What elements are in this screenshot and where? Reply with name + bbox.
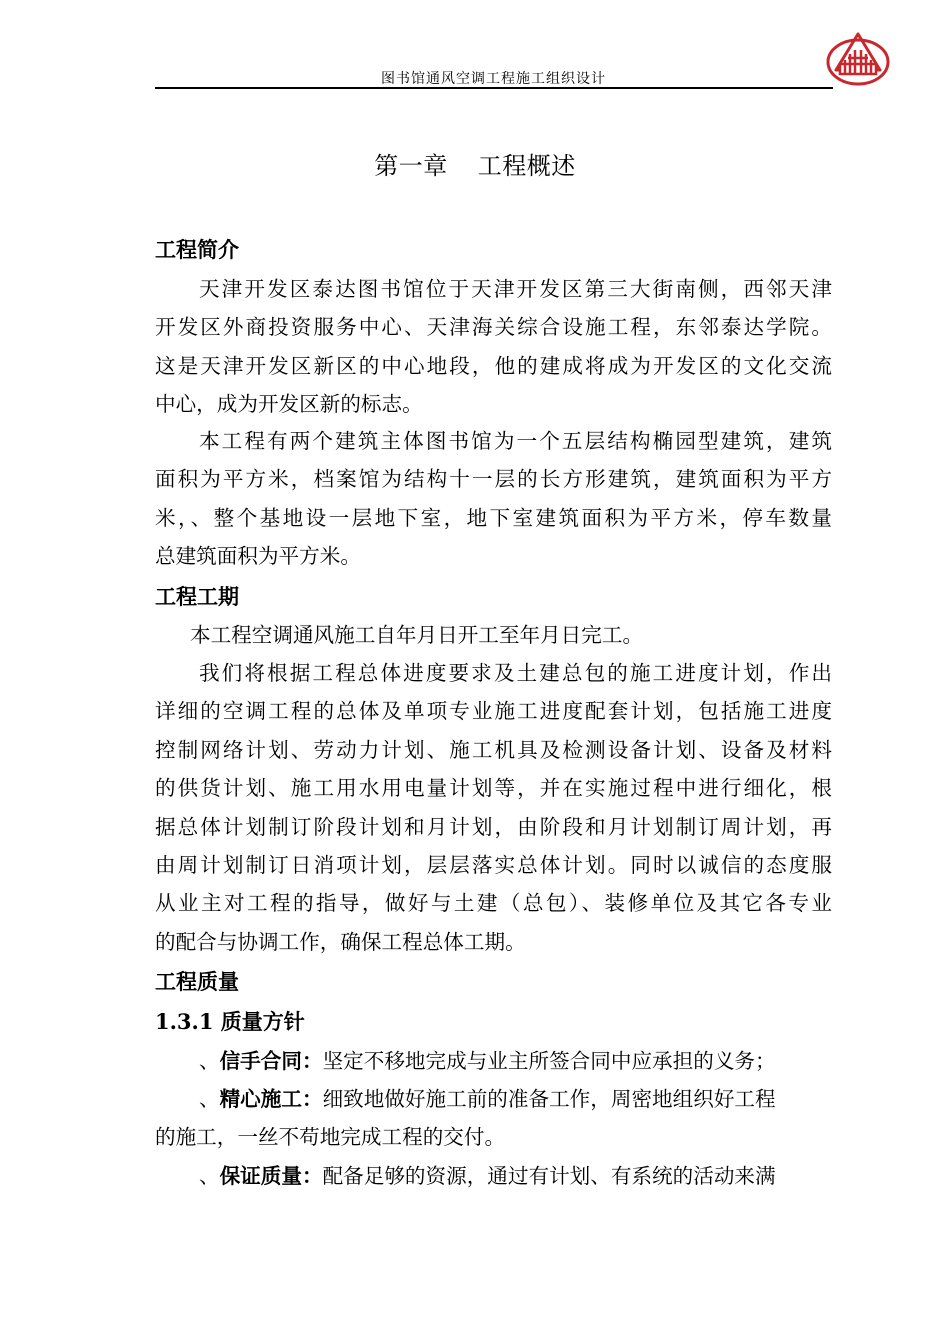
text-line: 的配合与协调工作，确保工程总体工期。 xyxy=(155,929,526,954)
text-line: 本工程有两个建筑主体图书馆为一个五层结构椭园型建筑，建筑 xyxy=(199,429,832,453)
section-heading-schedule: 工程工期 xyxy=(155,585,239,609)
item-colon: ： xyxy=(301,1087,323,1111)
text-line: 开发区外商投资服务中心、天津海关综合设施工程，东邻泰达学院。 xyxy=(155,315,832,340)
paragraph-location xyxy=(155,270,832,424)
section-heading-quality: 工程质量 xyxy=(155,970,239,994)
paragraph-plan xyxy=(155,654,832,961)
item-prefix: 、 xyxy=(199,1049,220,1073)
chapter-name: 工程概述 xyxy=(477,152,576,180)
text-line: 总建筑面积为平方米。 xyxy=(155,544,361,569)
item-prefix: 、 xyxy=(199,1164,220,1188)
item-text: 细致地做好施工前的准备工作，周密地组织好工程 xyxy=(322,1087,776,1111)
policy-item-construction xyxy=(199,1080,832,1118)
chapter-title xyxy=(0,146,950,181)
text-line: 米，、整个基地设一层地下室，地下室建筑面积为平方米，停车数量 xyxy=(155,505,832,530)
text-line: 这是天津开发区新区的中心地段，他的建成将成为开发区的文化交流 xyxy=(155,353,832,378)
item-colon: ： xyxy=(301,1164,323,1188)
text-line: 我们将根据工程总体进度要求及土建总包的施工进度计划，作出 xyxy=(199,661,832,685)
text-line: 的供货计划、施工用水用电量计划等，并在实施过程中进行细化，根 xyxy=(155,776,832,801)
text-line: 详细的空调工程的总体及单项专业施工进度配套计划，包括施工进度 xyxy=(155,699,832,724)
item-term: 保证质量 xyxy=(219,1164,302,1188)
item-text: 坚定不移地完成与业主所签合同中应承担的义务； xyxy=(322,1049,776,1073)
text-line: 天津开发区泰达图书馆位于天津开发区第三大街南侧，西邻天津 xyxy=(199,277,832,301)
text-line: 中心，成为开发区新的标志。 xyxy=(155,392,423,417)
running-header: 图书馆通风空调工程施工组织设计 xyxy=(381,71,606,87)
text-line: 据总体计划制订阶段计划和月计划，由阶段和月计划制订周计划，再 xyxy=(155,814,832,839)
item-colon: ： xyxy=(301,1049,323,1073)
policy-item-contract xyxy=(199,1042,832,1080)
chapter-number: 第一章 xyxy=(374,152,448,180)
item-term: 信手合同 xyxy=(219,1049,302,1073)
section-heading-overview: 工程简介 xyxy=(155,238,239,262)
sub-heading-quality-policy: 1.3.1 质量方针 xyxy=(155,1009,305,1034)
item-text: 配备足够的资源，通过有计划、有系统的活动来满 xyxy=(322,1164,776,1188)
company-logo xyxy=(826,30,890,86)
text-line: 控制网络计划、劳动力计划、施工机具及检测设备计划、设备及材料 xyxy=(155,737,832,762)
text-line: 面积为平方米，档案馆为结构十一层的长方形建筑，建筑面积为平方 xyxy=(155,467,832,492)
header-rule xyxy=(155,87,833,89)
paragraph-period xyxy=(190,616,830,654)
text-line: 由周计划制订日消项计划，层层落实总体计划。同时以诚信的态度服 xyxy=(155,853,832,878)
item-prefix: 、 xyxy=(199,1087,220,1111)
policy-item-construction-cont: 的施工，一丝不苟地完成工程的交付。 xyxy=(155,1125,506,1149)
text-line: 从业主对工程的指导，做好与土建（总包）、装修单位及其它各专业 xyxy=(155,891,832,916)
text-line: 本工程空调通风施工自年月日开工至年月日完工。 xyxy=(190,623,644,647)
item-term: 精心施工 xyxy=(219,1087,302,1111)
paragraph-buildings xyxy=(155,422,832,576)
policy-item-quality xyxy=(199,1157,832,1195)
